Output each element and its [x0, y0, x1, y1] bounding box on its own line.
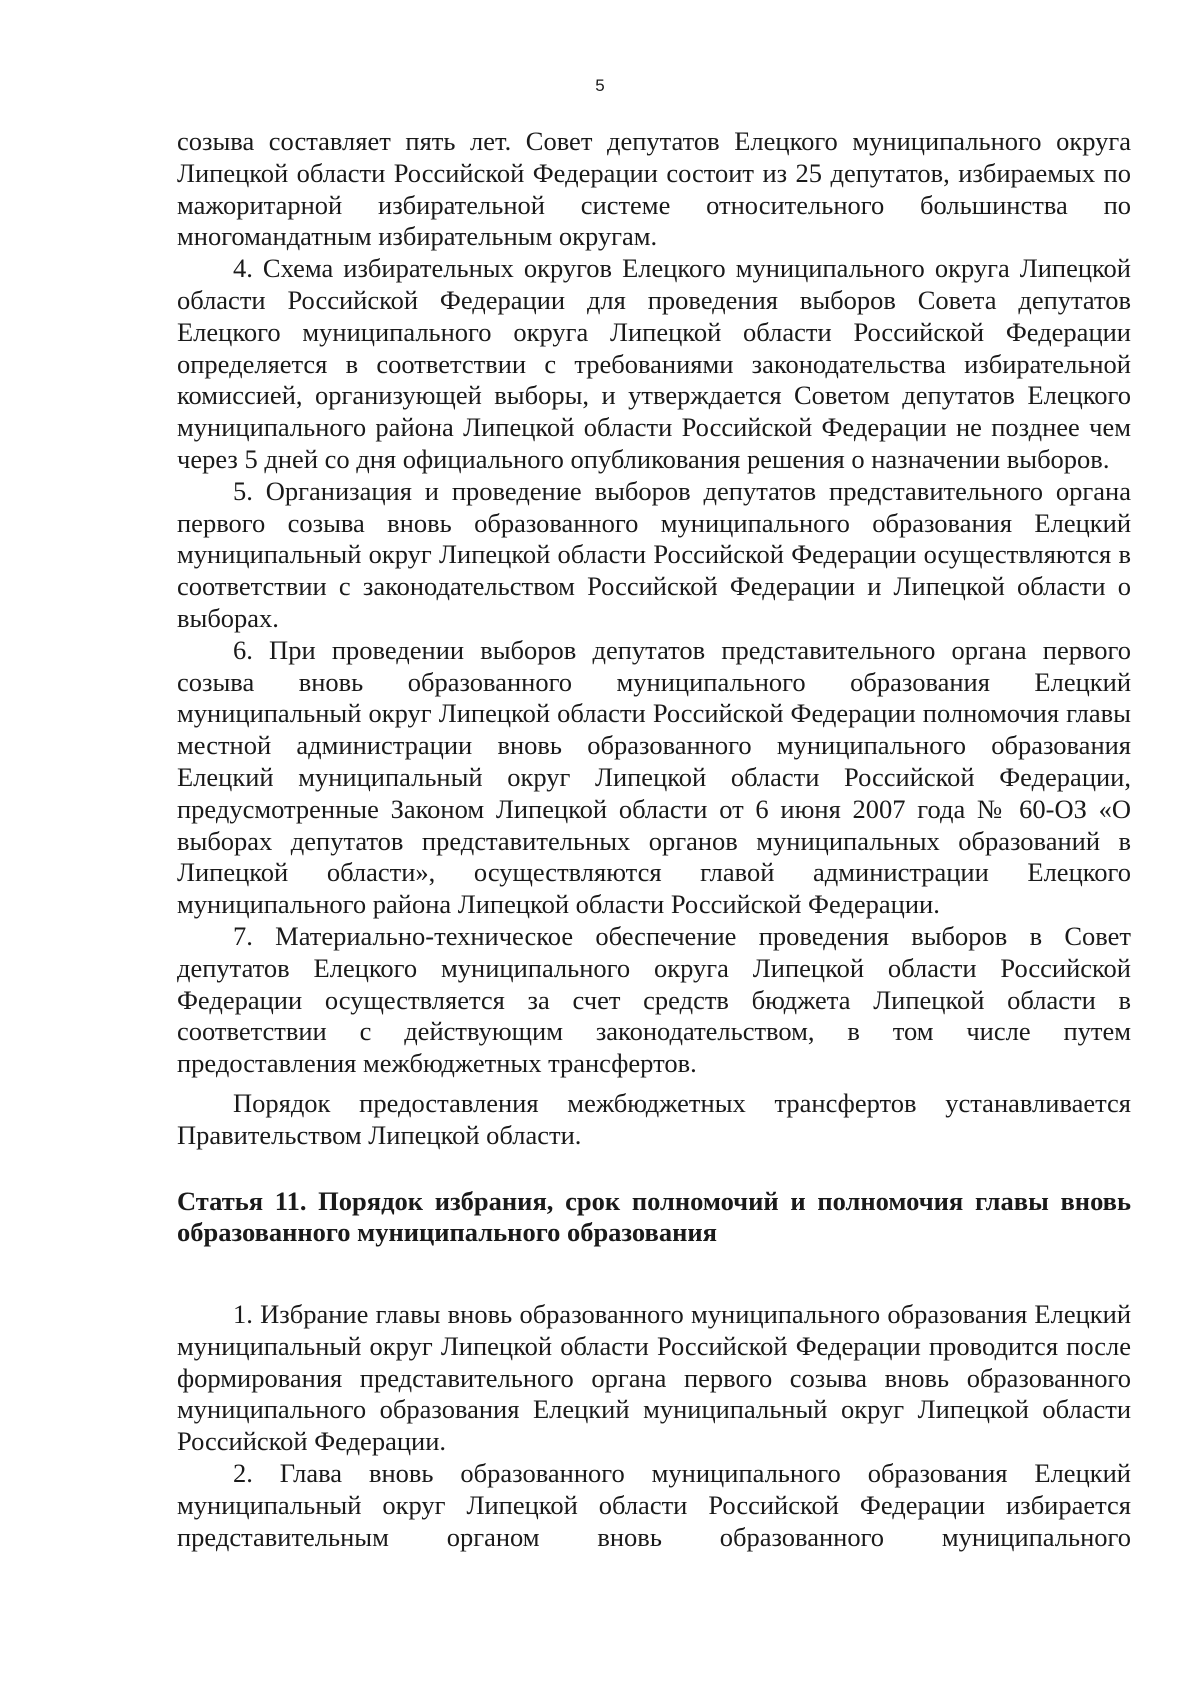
article-11-heading: Статья 11. Порядок избрания, срок полномочий и полномочия главы вновь образованного муниципального образования	[177, 1185, 1131, 1248]
paragraph-item-4: 4. Схема избирательных округов Елецкого муниципального округа Липецкой области Российской Федерации для проведения выборов Совета депутатов Елецкого муниципального округа Липецкой области Российской Федерации определяется в соответствии с требованиями законодательства избирательной комиссией, организующей выборы, и утверждается Советом депутатов Елецкого муниципального района Липецкой области Российской Федерации не позднее чем через 5 дней со дня официального опубликования решения о назначении выборов.	[177, 253, 1131, 474]
document-body	[177, 126, 1131, 1553]
paragraph-item-6: 6. При проведении выборов депутатов представительного органа первого созыва вновь образованного муниципального образования Елецкий муниципальный округ Липецкой области Российской Федерации полномочия главы местной администрации вновь образованного муниципального образования Елецкий муниципальный округ Липецкой области Российской Федерации, предусмотренные Законом Липецкой области от 6 июня 2007 года № 60-ОЗ «О выборах депутатов представительных органов муниципальных образований в Липецкой области», осуществляются главой администрации Елецкого муниципального района Липецкой области Российской Федерации.	[177, 634, 1131, 920]
paragraph-item-7: 7. Материально-техническое обеспечение проведения выборов в Совет депутатов Елецкого муниципального округа Липецкой области Российской Федерации осуществляется за счет средств бюджета Липецкой области в соответствии с действующим законодательством, в том числе путем предоставления межбюджетных трансфертов.	[177, 920, 1131, 1079]
paragraph-continuation: созыва составляет пять лет. Совет депутатов Елецкого муниципального округа Липецкой области Российской Федерации состоит из 25 депутатов, избираемых по мажоритарной избирательной системе относительного большинства по многомандатным избирательным округам.	[177, 126, 1131, 252]
page-number: 5	[595, 76, 605, 95]
article-11-paragraph-1: 1. Избрание главы вновь образованного муниципального образования Елецкий муниципальный округ Липецкой области Российской Федерации проводится после формирования представительного органа первого созыва вновь образованного муниципального образования Елецкий муниципальный округ Липецкой области Российской Федерации.	[177, 1299, 1131, 1457]
article-11-paragraph-2: 2. Глава вновь образованного муниципального образования Елецкий муниципальный округ Липецкой области Российской Федерации избирается представительным органом вновь образованного муниципального	[177, 1458, 1131, 1552]
paragraph-transfers-order: Порядок предоставления межбюджетных трансфертов устанавливается Правительством Липецкой области.	[177, 1087, 1131, 1150]
paragraph-item-5: 5. Организация и проведение выборов депутатов представительного органа первого созыва вновь образованного муниципального образования Елецкий муниципальный округ Липецкой области Российской Федерации осуществляются в соответствии с законодательством Российской Федерации и Липецкой области о выборах.	[177, 475, 1131, 633]
